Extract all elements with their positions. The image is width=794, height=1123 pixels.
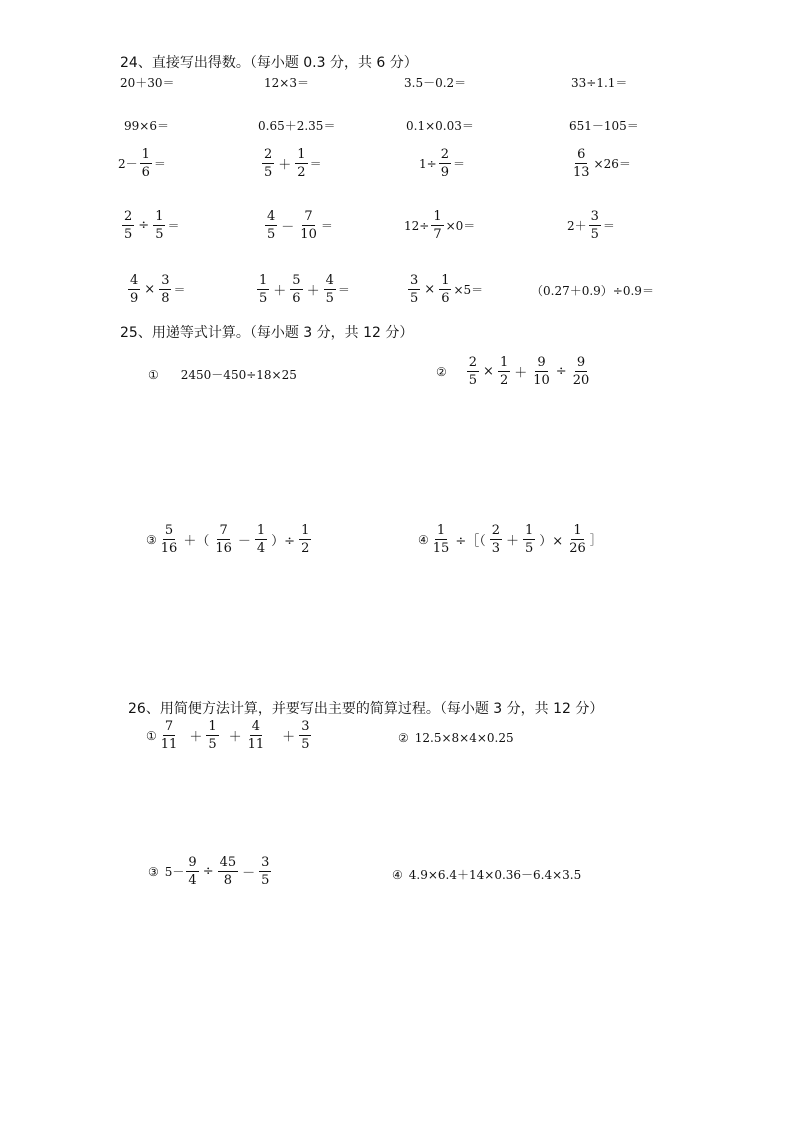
denominator: 6	[141, 165, 150, 180]
expression-text: 5－	[164, 865, 185, 879]
q24-r3-c	[419, 146, 465, 181]
denominator: 6	[441, 291, 450, 306]
expression-text: ÷	[555, 364, 567, 379]
denominator: 20	[572, 373, 590, 388]
expression-text: ③	[148, 864, 159, 879]
denominator: 9	[440, 165, 449, 180]
expression-text: ＝	[167, 219, 180, 233]
expression-text: 12÷	[404, 218, 430, 233]
expression-text: ］	[589, 533, 602, 547]
expression-text: ＋	[506, 534, 520, 549]
fraction	[299, 718, 311, 753]
numerator: 4	[267, 209, 276, 224]
denominator: 8	[161, 291, 170, 306]
fraction	[213, 522, 234, 557]
numerator: 1	[297, 147, 306, 162]
q24-r5-c	[406, 272, 483, 307]
numerator: 1	[301, 523, 310, 538]
expression-text: ）÷	[271, 534, 296, 549]
denominator: 5	[124, 227, 133, 242]
expression-text: 2－	[118, 157, 138, 171]
numerator: 2	[264, 147, 273, 162]
denominator: 2	[297, 165, 306, 180]
fraction	[567, 522, 588, 557]
q26-problem-3	[148, 854, 273, 889]
denominator: 6	[292, 291, 301, 306]
numerator: 3	[161, 273, 170, 288]
fraction	[262, 146, 274, 181]
numerator: 1	[433, 209, 442, 224]
numerator: 2	[468, 355, 478, 370]
numerator: 1	[525, 523, 534, 538]
numerator: 2	[440, 147, 449, 162]
denominator: 16	[160, 541, 178, 556]
expression-text: ＋	[514, 366, 528, 381]
q24-r3-a	[118, 146, 166, 181]
expression-text: ③	[146, 532, 157, 547]
q25-problem-3	[146, 522, 313, 557]
fraction	[206, 718, 218, 753]
expression-text: ＋	[228, 730, 242, 745]
expression-text: ＋	[306, 284, 320, 299]
expression-text: ＋	[273, 284, 287, 299]
fraction	[259, 854, 271, 889]
numerator: 2	[124, 209, 133, 224]
expression-text: ＝	[320, 219, 333, 233]
denominator: 4	[188, 873, 197, 888]
denominator: 5	[525, 541, 534, 556]
denominator: 2	[301, 541, 310, 556]
fraction	[159, 718, 180, 753]
fraction	[589, 208, 601, 243]
expression-text: ＋（	[183, 534, 210, 549]
denominator: 5	[208, 737, 217, 752]
fraction	[439, 146, 451, 181]
expression-text: ＝	[309, 157, 322, 171]
fraction	[324, 272, 336, 307]
expression-text: ＝	[173, 283, 186, 297]
denominator: 5	[301, 737, 310, 752]
denominator: 4	[256, 541, 266, 556]
numerator: 9	[576, 355, 586, 370]
q24-r4-a	[120, 208, 179, 243]
numerator: 4	[130, 273, 139, 288]
numerator: 3	[590, 209, 599, 224]
q26-problem-4	[392, 866, 581, 883]
fraction	[122, 208, 134, 243]
q24-r1-d: 33÷1.1＝	[571, 76, 628, 90]
expression-text: ②	[436, 364, 447, 379]
expression-text: ＝	[337, 283, 350, 297]
fraction	[159, 272, 171, 307]
expression-text: ×26＝	[593, 157, 631, 171]
denominator: 5	[590, 227, 599, 242]
expression-text: 4.9×6.4＋14×0.36－6.4×3.5	[408, 868, 582, 882]
fraction	[490, 522, 502, 557]
expression-text: 1÷	[419, 156, 437, 171]
denominator: 16	[215, 541, 232, 556]
fraction	[439, 272, 451, 307]
denominator: 5	[325, 291, 334, 306]
denominator: 5	[410, 291, 419, 306]
fraction	[140, 146, 152, 181]
expression-text: 12.5×8×4×0.25	[414, 731, 514, 745]
q26-problem-2	[398, 731, 514, 745]
fraction	[159, 522, 180, 557]
expression-text: ＋	[278, 158, 292, 173]
fraction	[299, 522, 311, 557]
expression-text: 2＋	[567, 219, 587, 233]
fraction	[571, 354, 592, 389]
q24-r2-c: 0.1×0.03＝	[406, 119, 474, 133]
denominator: 11	[160, 737, 178, 752]
numerator: 7	[304, 209, 313, 224]
expression-text: ÷［（	[455, 534, 486, 549]
numerator: 1	[259, 273, 268, 288]
q24-r2-a: 99×6＝	[124, 119, 169, 133]
q24-r2-b: 0.65＋2.35＝	[258, 119, 336, 133]
denominator: 3	[491, 541, 500, 556]
expression-text: ＋	[282, 730, 296, 745]
numerator: 3	[261, 855, 270, 870]
denominator: 2	[499, 373, 509, 388]
fraction	[153, 208, 165, 243]
numerator: 4	[325, 273, 334, 288]
expression-text: ＝	[452, 157, 465, 171]
numerator: 9	[188, 855, 197, 870]
fraction	[431, 208, 443, 243]
q24-r5-b	[255, 272, 350, 307]
denominator: 9	[130, 291, 139, 306]
denominator: 5	[267, 227, 276, 242]
numerator: 1	[256, 523, 266, 538]
fraction	[431, 522, 452, 557]
denominator: 5	[155, 227, 164, 242]
expression-text: －	[281, 220, 295, 235]
fraction	[128, 272, 140, 307]
expression-text: 2450－450÷18×25	[180, 368, 297, 382]
fraction	[298, 208, 319, 243]
numerator: 7	[219, 523, 228, 538]
numerator: 4	[251, 719, 261, 734]
numerator: 5	[164, 523, 174, 538]
q25-heading: 25、用递等式计算。（每小题 3 分，共 12 分）	[120, 325, 414, 341]
expression-text: ②	[398, 731, 409, 745]
denominator: 10	[533, 373, 550, 388]
numerator: 1	[141, 147, 150, 162]
q24-r1-a: 20＋30＝	[120, 76, 175, 90]
numerator: 5	[292, 273, 301, 288]
fraction	[246, 718, 267, 753]
expression-text: －	[237, 534, 251, 549]
numerator: 1	[436, 523, 446, 538]
numerator: 45	[219, 855, 237, 870]
q24-r4-d	[567, 208, 615, 243]
fraction	[467, 354, 479, 389]
denominator: 5	[468, 373, 478, 388]
denominator: 15	[432, 541, 450, 556]
q25-problem-4	[418, 522, 602, 557]
q24-heading: 24、直接写出得数。（每小题 0.3 分，共 6 分）	[120, 55, 418, 71]
q24-r2-d: 651－105＝	[569, 119, 639, 133]
denominator: 11	[247, 737, 265, 752]
numerator: 1	[441, 273, 450, 288]
denominator: 10	[300, 227, 317, 242]
expression-text: ×5＝	[453, 283, 484, 297]
expression-text: ×	[424, 282, 436, 297]
numerator: 2	[491, 523, 500, 538]
fraction	[498, 354, 510, 389]
expression-text: ）×	[539, 534, 564, 549]
expression-text: －	[242, 866, 256, 881]
q24-r1-c: 3.5－0.2＝	[404, 76, 467, 90]
q24-r3-b	[260, 146, 322, 181]
numerator: 3	[410, 273, 419, 288]
denominator: 26	[569, 541, 586, 556]
q24-r3-d	[569, 146, 631, 181]
expression-text: ÷	[138, 218, 150, 233]
expression-text: ×	[144, 282, 156, 297]
expression-text: ④	[418, 532, 429, 547]
fraction	[255, 522, 267, 557]
q26-problem-1	[146, 718, 313, 753]
denominator: 7	[433, 227, 442, 242]
expression-text: ×	[483, 364, 494, 379]
denominator: 5	[261, 873, 270, 888]
fraction	[290, 272, 302, 307]
numerator: 1	[499, 355, 509, 370]
expression-text: ÷	[202, 864, 214, 879]
q24-r4-b	[263, 208, 333, 243]
numerator: 1	[155, 209, 164, 224]
fraction	[265, 208, 277, 243]
numerator: 6	[577, 147, 586, 162]
numerator: 9	[537, 355, 546, 370]
expression-text: ＋	[189, 730, 203, 745]
fraction	[523, 522, 535, 557]
fraction	[257, 272, 269, 307]
fraction	[408, 272, 420, 307]
q24-r5-d: （0.27＋0.9）÷0.9＝	[531, 284, 654, 298]
expression-text: ＝	[602, 219, 615, 233]
numerator: 7	[164, 719, 174, 734]
numerator: 3	[301, 719, 310, 734]
q24-r1-b: 12×3＝	[264, 76, 309, 90]
q24-r4-c	[404, 208, 475, 243]
expression-text: ＝	[153, 157, 166, 171]
denominator: 5	[264, 165, 273, 180]
fraction	[571, 146, 592, 181]
expression-text: ×0＝	[445, 219, 476, 233]
denominator: 5	[259, 291, 268, 306]
expression-text: ④	[392, 867, 403, 882]
fraction	[295, 146, 307, 181]
expression-text: ①	[148, 367, 159, 382]
fraction	[531, 354, 552, 389]
numerator: 1	[208, 719, 217, 734]
denominator: 8	[223, 873, 232, 888]
expression-text: ①	[146, 728, 157, 743]
numerator: 1	[573, 523, 582, 538]
q25-problem-1	[148, 366, 297, 383]
q25-problem-2	[436, 354, 593, 389]
q26-heading: 26、用简便方法计算，并要写出主要的简算过程。（每小题 3 分，共 12 分）	[128, 701, 604, 717]
denominator: 13	[573, 165, 590, 180]
q24-r5-a	[126, 272, 185, 307]
fraction	[186, 854, 198, 889]
fraction	[218, 854, 239, 889]
